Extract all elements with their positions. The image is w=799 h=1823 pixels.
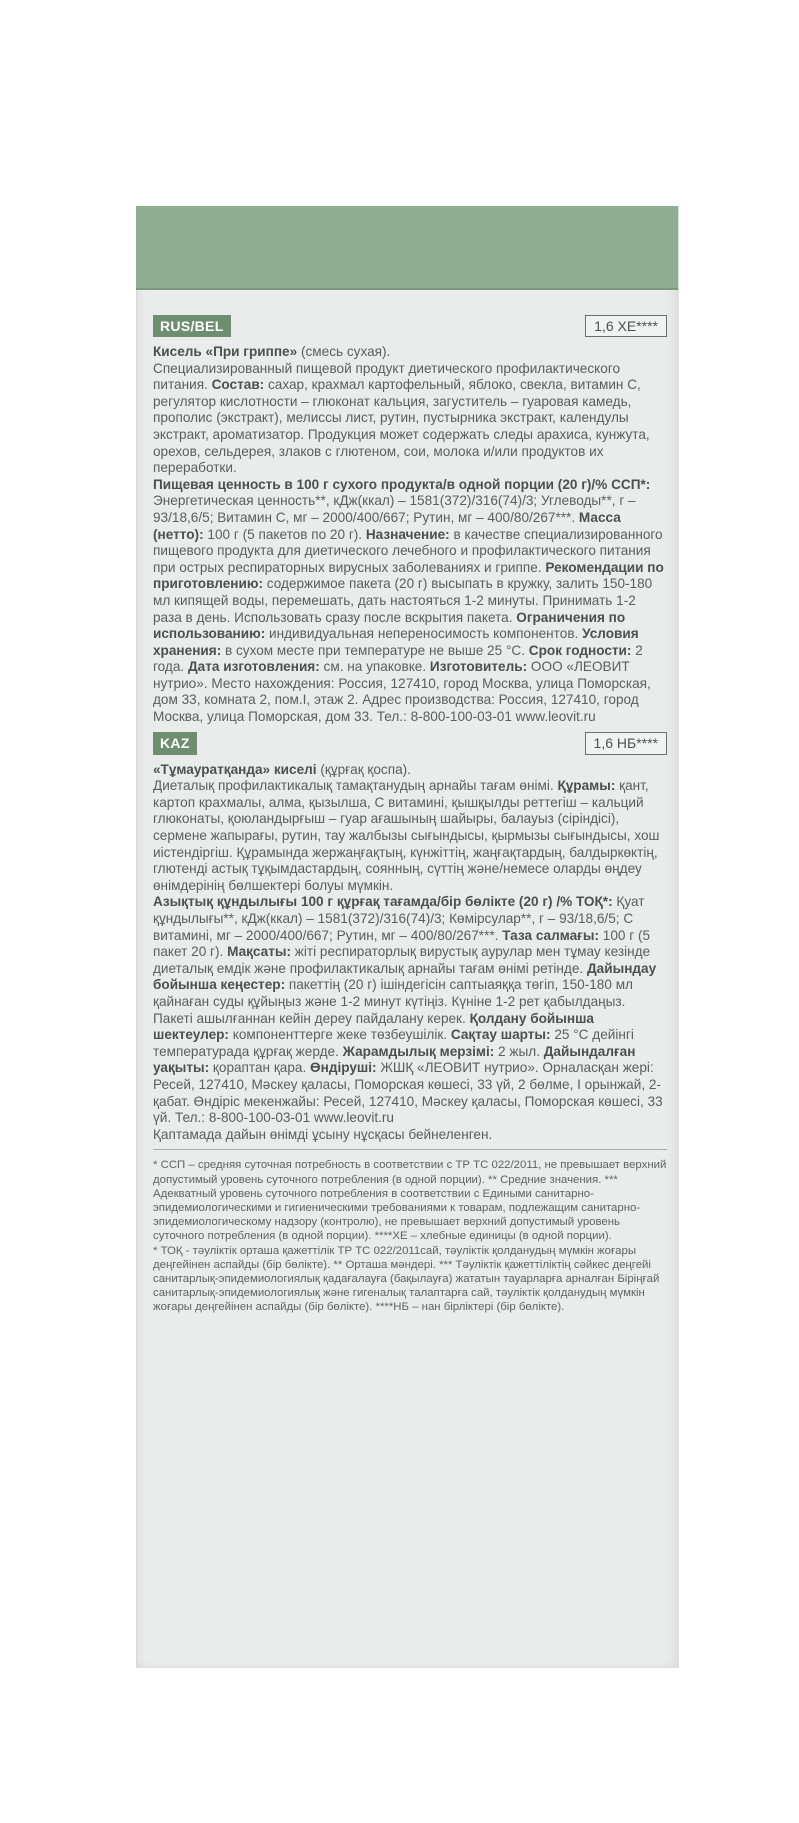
kaz-nutrition: Азықтық құндылығы 100 г құрғақ тағамда/бір бөлікте (20 г) /% ТОҚ*: Қуат құндылығы**, кДж(ккал) – 1581(372)/316(74)/3; Көмірсулар**, г – 93/18,6/5; С витамині, мг – 2000/400/667; Рутин, мг – 400/80/267***. Таза салмағы: 100 г (5 пакет 20 г). Мақсаты: жіті респираторлық вирустық аурулар мен тұмау кезінде диеталық емдік және профилактикалық арнайы тағам өнімі ретінде. Дайындау бойынша кеңестер: пакеттің (20 г) ішіндегісін саптыаяққа төгіп, 150-180 мл қайнаған суды құйыңыз және 1-2 минут күтіңіз. Күніне 1-2 рет қабылдаңыз. Пакеті ашылғаннан кейін дереу пайдалану керек. Қолдану бойынша шектеулер: компоненттерге жеке төзбеушілік. Сақтау шарты: 25 °С дейінгі температурада құрғақ жерде. Жарамдылық мерзімі: 2 жыл. Дайындалған уақыты: қораптан қара. Өндіруші: ЖШҚ «ЛЕОВИТ нутрио». Орналасқан жері: Ресей, 127410, Мәскеу қаласы, Поморская көшесі, 33 үй, 2 бөлме, I орынжай, 2-қабат. Өндіріс мекенжайы: Ресей, 127410, Мәскеу қаласы, Поморская көшесі, 33 үй. Тел.: 8-800-100-03-01 www.leovit.ru	[153, 894, 663, 1126]
label-content	[153, 314, 667, 1315]
footnote-ru: * ССП – средняя суточная потребность в соответствии с ТР ТС 022/2011, не превышает верхний допустимый уровень суточного потребления (в одной порции). ** Средние значения. *** Адекватный уровень суточного потребления в соответствии с Едиными санитарно-эпидемиологическими и гигиеническими требованиями к товарам, подлежащим санитарно-эпидемиологическому надзору (контролю), не превышает верхний допустимый уровень суточного потребления (в одной порции). ****ХЕ – хлебные единицы (в одной порции).	[153, 1159, 667, 1243]
rus-nutrition: Пищевая ценность в 100 г сухого продукта/в одной порции (20 г)/% ССП*: Энергетическая ценность**, кДж(ккал) – 1581(372)/316(74)/3; Углеводы**, г – 93/18,6/5; Витамин С, мг – 2000/400/667; Рутин, мг – 400/80/267***. Масса (нетто): 100 г (5 пакетов по 20 г). Назначение: в качестве специализированного пищевого продукта для диетического лечебного и профилактического питания при острых респираторных вирусных заболеваниях и гриппе. Рекомендации по приготовлению: содержимое пакета (20 г) высыпать в кружку, залить 150-180 мл кипящей воды, перемешать, дать настояться 1-2 минуты. Принимать 1-2 раза в день. Использовать сразу после вскрытия пакета. Ограничения по использованию: индивидуальная непереносимость компонентов. Условия хранения: в сухом месте при температуре не выше 25 °С. Срок годности: 2 года. Дата изготовления: см. на упаковке. Изготовитель: ООО «ЛЕОВИТ нутрио». Место нахождения: Россия, 127410, город Москва, улица Поморская, дом 33, комната 2, пом.I, этаж 2. Адрес производства: Россия, 127410, город Москва, улица Поморская, дом 33. Тел.: 8-800-100-03-01 www.leovit.ru	[153, 476, 664, 725]
rus-bread-unit-box: 1,6 ХЕ****	[585, 315, 667, 338]
kaz-language-badge: KAZ	[153, 732, 197, 755]
package-green-band	[136, 206, 678, 290]
rus-title: Кисель «При гриппе» (смесь сухая).	[153, 344, 391, 359]
kaz-picture-note: Қаптамада дайын өнімді ұсыну нұсқасы бейнеленген.	[153, 1126, 493, 1142]
footnote-divider	[153, 1149, 667, 1150]
kaz-bread-unit-box: 1,6 НБ****	[585, 732, 667, 755]
kaz-header	[153, 732, 667, 756]
rus-body: Специализированный пищевой продукт диетического профилактического питания. Состав: сахар, крахмал картофельный, яблоко, свекла, витамин С, регулятор кислотности – глюконат кальция, загуститель – гуаровая камедь, прополис (экстракт), мелиссы лист, рутин, пустырника экстракт, календулы экстракт, ароматизатор. Продукция может содержать следы арахиса, кунжута, орехов, сельдерея, злаков с глютеном, сои, молока и/или продуктов их переработки.	[153, 360, 650, 476]
rus-language-badge: RUS/BEL	[153, 315, 231, 338]
rus-header	[153, 314, 667, 338]
footnotes	[153, 1158, 667, 1314]
kaz-title: «Тұмауратқанда» киселі (құрғақ қоспа).	[153, 761, 411, 777]
kaz-body: Диеталық профилактикалық тамақтанудың арнайы тағам өнімі. Құрамы: қант, картоп крахмалы, алма, қызылша, С витамині, қышқылды реттегіш – кальций глюконаты, қоюландырғыш – гуар ағашының шайыры, балауыз (сіріндісі), сермене жапырағы, рутин, тау жалбызы сығындысы, қырмызы сығындысы, хош иістендіргіш. Құрамында жержаңғақтың, күнжіттің, жаңғақтардың, балдыркөктің, глютенді астық тұқымдастардың, соянның, сүттің және/немесе оларды өңдеу өнімдерінің бөлшектері болуы мүмкін.	[153, 778, 660, 893]
footnote-kz: * ТОҚ - тәуліктік орташа қажеттілік ТР ТС 022/2011сай, тәуліктік қолданудың мүмкін жоғары деңгейінен аспайды (бір бөлікте). ** Орташа мәндері. *** Тәуліктік қажеттіліктің сәйкес деңгейі санитарлық-эпидемиологиялық қадағалауға (бақылауға) жататын тауарларға арналған Біріңғай санитарлық-эпидемиологиялық және гигеналық талаптарға сай, тәуліктік қолданудың мүмкін жоғары деңгейінен аспайды (бір бөлікте). ****НБ – нан бірліктері (бір бөлікте).	[153, 1244, 660, 1314]
